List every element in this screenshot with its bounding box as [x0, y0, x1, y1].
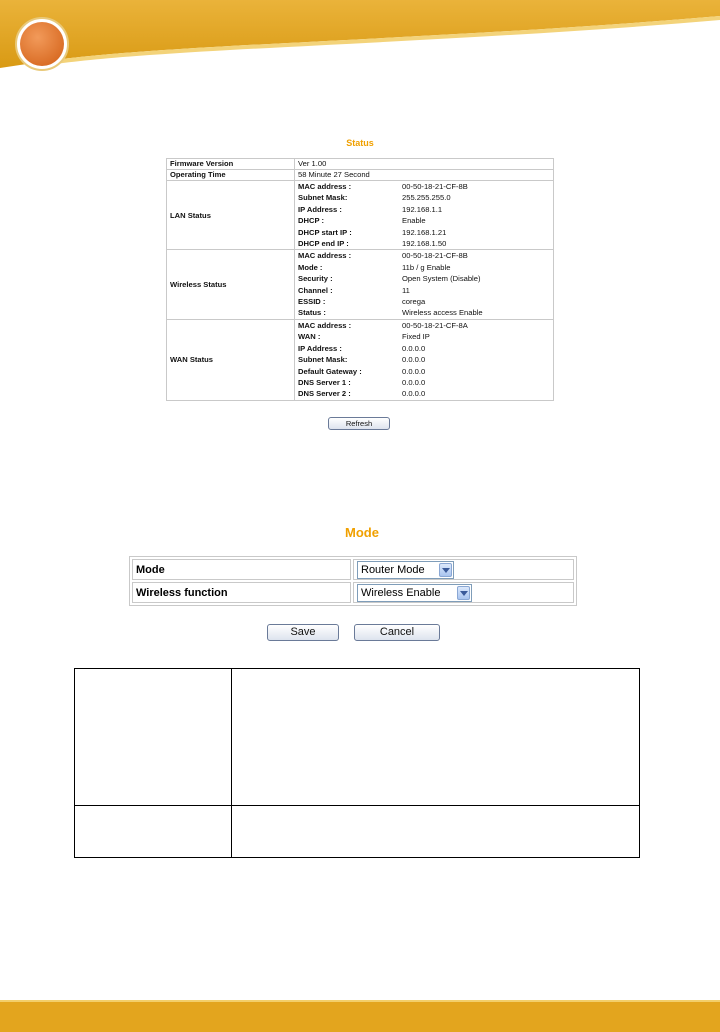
table-row	[298, 285, 550, 296]
operating-time-value: 58 Minute 27 Second	[295, 170, 554, 181]
table-row	[75, 806, 640, 858]
description-table	[74, 668, 640, 858]
firmware-row	[167, 159, 554, 170]
wan-gateway-key: Default Gateway :	[298, 366, 362, 376]
wan-ip-key: IP Address :	[298, 343, 342, 353]
chevron-down-icon[interactable]	[439, 563, 452, 577]
lan-subnet-key: Subnet Mask:	[298, 193, 348, 203]
lan-dhcp-key: DHCP :	[298, 216, 325, 226]
wan-status-label: WAN Status	[167, 319, 295, 400]
lan-status-details	[295, 181, 554, 250]
wan-dns1-value: 0.0.0.0	[402, 377, 426, 387]
wireless-status-row	[167, 250, 554, 319]
table-row	[298, 192, 550, 203]
lan-dhcp-end-value: 192.168.1.50	[402, 239, 447, 249]
lan-dhcp-end-key: DHCP end IP :	[298, 239, 349, 249]
wireless-essid-value: corega	[402, 297, 426, 307]
wan-ip-value: 0.0.0.0	[402, 343, 426, 353]
status-title: Status	[346, 138, 374, 148]
lan-mac-key: MAC address :	[298, 182, 352, 191]
wireless-security-value: Open System (Disable)	[402, 274, 481, 284]
wireless-channel-value: 11	[402, 285, 410, 295]
mode-label: Mode	[132, 559, 351, 580]
lan-subnet-value: 255.255.255.0	[402, 193, 451, 203]
mode-select[interactable]	[357, 561, 454, 579]
table-row	[298, 354, 550, 365]
wireless-mode-value: 11b / g Enable	[402, 262, 451, 272]
wireless-status-key: Status :	[298, 308, 326, 318]
wireless-function-row	[132, 582, 574, 603]
lan-mac-value: 00-50-18-21-CF-8B	[402, 182, 468, 191]
wan-type-value: Fixed IP	[402, 332, 430, 342]
wireless-function-select[interactable]	[357, 584, 472, 602]
operating-time-row	[167, 170, 554, 181]
wireless-channel-key: Channel :	[298, 285, 333, 295]
description-cell	[232, 669, 640, 806]
lan-ip-value: 192.168.1.1	[402, 204, 443, 214]
mode-title: Mode	[345, 525, 379, 540]
table-row	[298, 307, 550, 318]
table-row	[298, 388, 550, 399]
wan-dns2-value: 0.0.0.0	[402, 389, 426, 399]
wan-subnet-key: Subnet Mask:	[298, 355, 348, 365]
status-table	[166, 158, 554, 401]
operating-time-label: Operating Time	[167, 170, 295, 181]
header-banner	[0, 0, 720, 80]
table-row	[298, 366, 550, 377]
table-row	[298, 273, 550, 284]
wan-gateway-value: 0.0.0.0	[402, 366, 426, 376]
description-cell	[75, 669, 232, 806]
wireless-select-cell	[353, 582, 574, 603]
lan-status-row	[167, 181, 554, 250]
wireless-function-label: Wireless function	[132, 582, 351, 603]
wireless-security-key: Security :	[298, 274, 333, 284]
lan-ip-key: IP Address :	[298, 204, 342, 214]
save-button[interactable]: Save	[267, 624, 339, 641]
table-row	[298, 262, 550, 273]
description-cell	[232, 806, 640, 858]
mode-row	[132, 559, 574, 580]
table-row	[298, 181, 550, 192]
table-row	[298, 343, 550, 354]
table-row	[298, 227, 550, 238]
footer-bar	[0, 1000, 720, 1032]
cancel-button[interactable]: Cancel	[354, 624, 440, 641]
refresh-button[interactable]: Refresh	[328, 417, 390, 430]
wan-mac-value: 00-50-18-21-CF-8A	[402, 320, 468, 330]
lan-status-label: LAN Status	[167, 181, 295, 250]
chevron-down-icon[interactable]	[457, 586, 470, 600]
wireless-mac-value: 00-50-18-21-CF-8B	[402, 251, 468, 261]
table-row	[298, 331, 550, 342]
wan-type-key: WAN :	[298, 332, 321, 342]
table-row	[298, 377, 550, 388]
wan-status-row	[167, 319, 554, 400]
wireless-mode-key: Mode :	[298, 262, 323, 272]
wireless-mac-key: MAC address :	[298, 251, 352, 261]
wireless-essid-key: ESSID :	[298, 297, 326, 307]
wireless-status-value: Wireless access Enable	[402, 308, 483, 318]
table-row	[75, 669, 640, 806]
wan-mac-key: MAC address :	[298, 320, 352, 330]
description-cell	[75, 806, 232, 858]
wan-dns1-key: DNS Server 1 :	[298, 377, 351, 387]
table-row	[298, 250, 550, 261]
table-row	[298, 204, 550, 215]
lan-dhcp-value: Enable	[402, 216, 426, 226]
wan-dns2-key: DNS Server 2 :	[298, 389, 351, 399]
lan-dhcp-start-key: DHCP start IP :	[298, 227, 352, 237]
wireless-function-value: Wireless Enable	[361, 586, 441, 599]
table-row	[298, 320, 550, 331]
wireless-status-label: Wireless Status	[167, 250, 295, 319]
lan-dhcp-start-value: 192.168.1.21	[402, 227, 447, 237]
wireless-status-details	[295, 250, 554, 319]
table-row	[298, 296, 550, 307]
mode-table	[129, 556, 577, 606]
firmware-value: Ver 1.00	[295, 159, 554, 170]
mode-select-cell	[353, 559, 574, 580]
table-row	[298, 215, 550, 226]
table-row	[298, 238, 550, 249]
mode-select-value: Router Mode	[361, 563, 425, 576]
wan-status-details	[295, 319, 554, 400]
wan-subnet-value: 0.0.0.0	[402, 355, 426, 365]
firmware-label: Firmware Version	[167, 159, 295, 170]
